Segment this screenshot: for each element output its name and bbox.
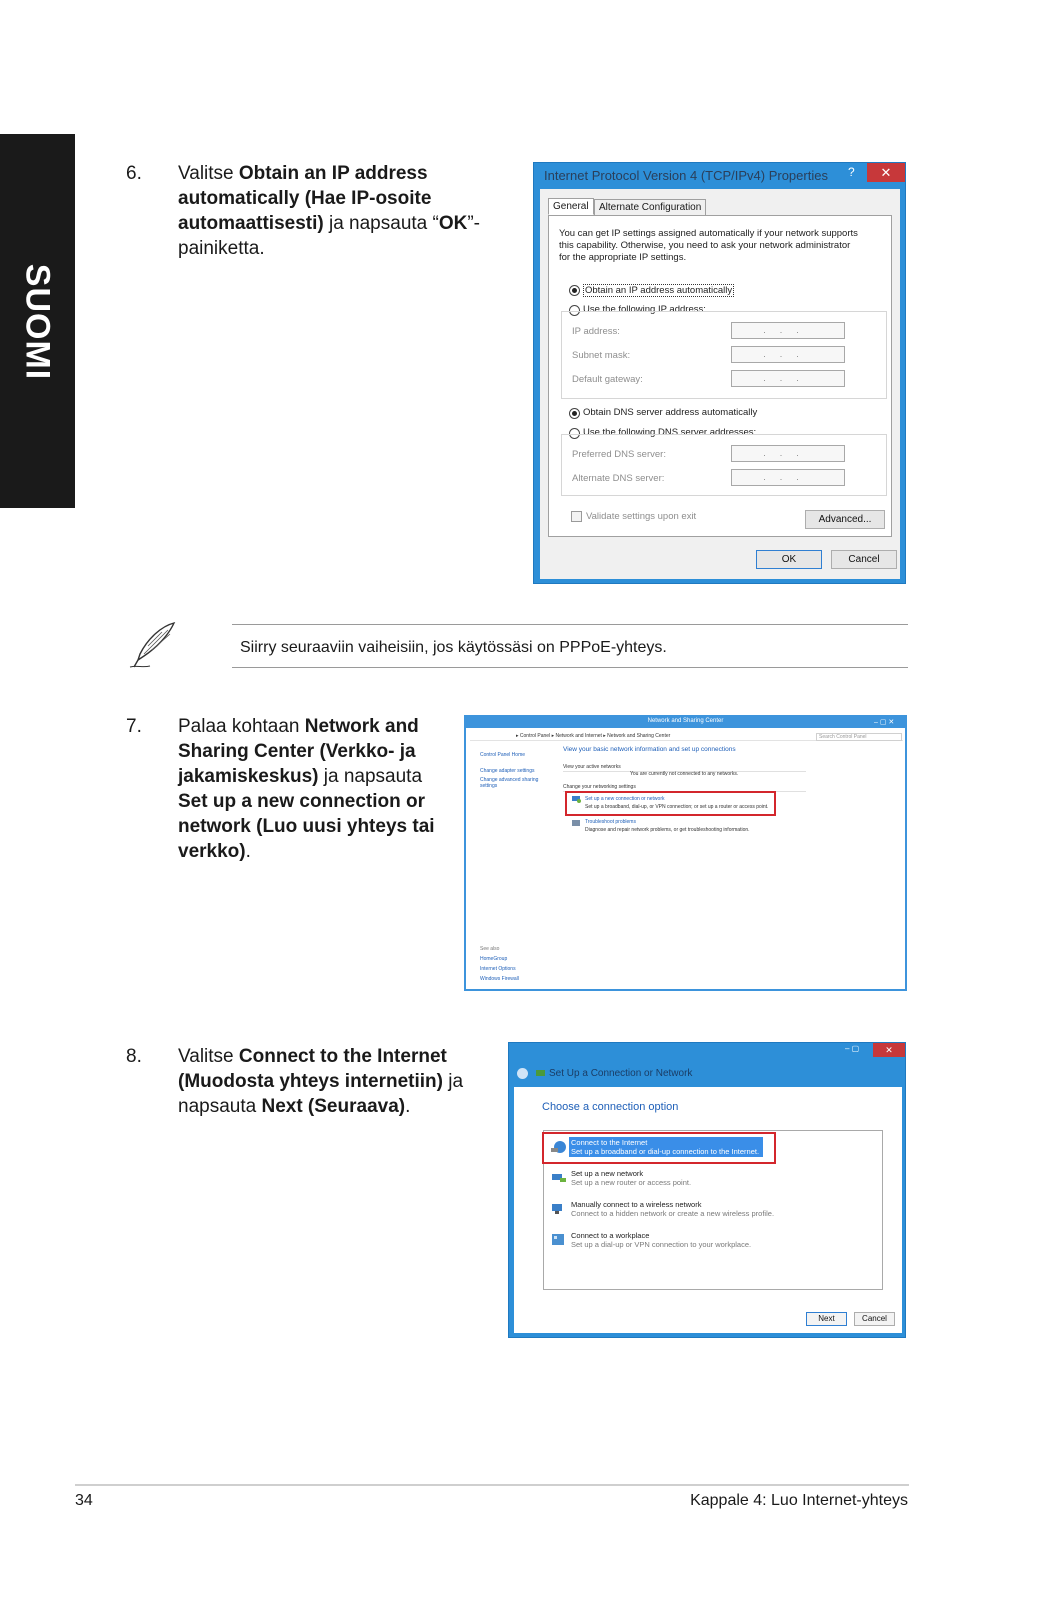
step-8-part: ja napsauta [178, 1071, 464, 1117]
language-side-tab [0, 134, 75, 508]
step-6-bold-ok: OK [438, 213, 468, 234]
chapter-title: Kappale 4: Luo Internet-yhteys [690, 1492, 908, 1509]
active-networks-label: View your active networks [563, 764, 621, 770]
ip-address-label: IP address: [572, 326, 620, 337]
cancel-button[interactable]: Cancel [831, 550, 897, 569]
step-6-part: ”-painiketta. [178, 213, 480, 259]
radio-manual-dns-label[interactable]: Use the following DNS server addresses: [583, 427, 757, 438]
preferred-dns-label: Preferred DNS server: [572, 449, 666, 460]
window-body [514, 1087, 902, 1333]
setup-connection-window [508, 1042, 906, 1338]
step-8-text [178, 1044, 478, 1119]
option-wireless-title[interactable]: Manually connect to a wireless network [571, 1200, 702, 1209]
note-bottom-rule [232, 667, 908, 668]
general-tab-panel [548, 215, 892, 537]
ipv4-properties-dialog [533, 162, 906, 584]
troubleshoot-icon [571, 819, 581, 827]
option-wireless-desc[interactable]: Connect to a hidden network or create a new wireless profile. [571, 1209, 775, 1218]
window-min-max[interactable]: – ▢ [845, 1044, 860, 1053]
network-setup-icon [535, 1068, 546, 1079]
step-7-part: Palaa kohtaan [178, 716, 305, 737]
default-gateway-label: Default gateway: [572, 374, 643, 385]
not-connected-text: You are currently not connected to any networks. [630, 771, 739, 777]
sidebar-item-adapter[interactable]: Change adapter settings [480, 768, 535, 774]
window-controls[interactable]: – ▢ ✕ [874, 719, 895, 726]
troubleshoot-desc: Diagnose and repair network problems, or get troubleshooting information. [585, 827, 750, 833]
radio-auto-dns-label[interactable]: Obtain DNS server address automatically [583, 407, 758, 418]
advanced-button[interactable]: Advanced... [805, 510, 885, 529]
troubleshoot-link[interactable]: Troubleshoot problems [585, 819, 636, 825]
close-icon[interactable]: ✕ [873, 1043, 905, 1057]
step-8-bold: Next (Seuraava) [261, 1096, 406, 1117]
address-bar [470, 731, 903, 741]
step-7-bold: Set up a new connection or network (Luo uusi yhteys tai verkko) [178, 791, 435, 862]
window-titlebar [466, 717, 905, 728]
radio-auto-ip-label[interactable]: Obtain an IP address automatically [585, 285, 733, 296]
step-6-bold: Obtain an IP address automatically (Hae IP-osoite automaattisesti) [178, 163, 432, 234]
step-8-number: 8. [126, 1046, 142, 1067]
see-also-homegroup[interactable]: HomeGroup [480, 956, 508, 962]
setup-connection-desc: Set up a broadband, dial-up, or VPN connection; or set up a router or access point. [585, 804, 769, 810]
see-also-internet-options[interactable]: Internet Options [480, 966, 516, 972]
breadcrumb[interactable]: ▸ Control Panel ▸ Network and Internet ▸ Network and Sharing Center [516, 733, 671, 739]
help-icon[interactable]: ? [848, 165, 855, 179]
radio-auto-dns[interactable] [569, 408, 580, 419]
description-line: for the appropriate IP settings. [559, 252, 687, 263]
dialog-body [540, 189, 900, 579]
alternate-dns-label: Alternate DNS server: [572, 473, 665, 484]
sidebar-item-sharing[interactable]: Change advanced sharing [480, 777, 539, 783]
back-arrow-icon[interactable] [517, 1068, 528, 1079]
radio-manual-ip-label[interactable]: Use the following IP address: [583, 304, 706, 315]
ip-address-field[interactable]: ... [731, 322, 845, 339]
step-7-bold: Network and Sharing Center (Verkko- ja jakamiskeskus) [178, 716, 419, 787]
wireless-network-icon [550, 1201, 568, 1216]
window-title: Network and Sharing Center [647, 718, 724, 724]
subnet-mask-field[interactable]: ... [731, 346, 845, 363]
page-number: 34 [75, 1492, 93, 1509]
step-7-part: ja napsauta [318, 766, 423, 787]
step-7-part: . [245, 841, 251, 862]
step-7-number: 7. [126, 716, 142, 737]
step-6-part: Valitse [178, 163, 239, 184]
next-button[interactable]: Next [806, 1312, 847, 1326]
dialog-title: Internet Protocol Version 4 (TCP/IPv4) Properties [544, 168, 828, 183]
note-top-rule [232, 624, 908, 625]
window-title: Set Up a Connection or Network [549, 1068, 693, 1079]
default-gateway-field[interactable]: ... [731, 370, 845, 387]
step-6-number: 6. [126, 163, 142, 184]
description-line: You can get IP settings assigned automatically if your network supports [559, 228, 858, 239]
setup-connection-link[interactable]: Set up a new connection or network [585, 796, 665, 802]
choose-option-heading: Choose a connection option [542, 1101, 679, 1113]
option-new-network-desc[interactable]: Set up a new router or access point. [571, 1178, 692, 1187]
highlight-box [542, 1132, 776, 1164]
tab-general[interactable]: General [548, 198, 594, 215]
radio-auto-ip[interactable] [569, 285, 580, 296]
step-8-bold: Connect to the Internet (Muodosta yhteys internetiin) [178, 1046, 447, 1092]
option-connect-internet-title[interactable]: Connect to the Internet [571, 1138, 648, 1147]
validate-label: Validate settings upon exit [586, 511, 697, 522]
see-also-firewall[interactable]: Windows Firewall [480, 976, 519, 982]
step-8-part: Valitse [178, 1046, 239, 1067]
preferred-dns-field[interactable]: ... [731, 445, 845, 462]
description-line: this capability. Otherwise, you need to ask your network administrator [559, 240, 851, 251]
language-label: SUOMI [18, 263, 57, 381]
search-input[interactable]: Search Control Panel [816, 733, 902, 741]
validate-checkbox[interactable] [571, 511, 582, 522]
see-also-label: See also [480, 946, 500, 952]
highlight-box [565, 791, 776, 816]
alternate-dns-field[interactable]: ... [731, 469, 845, 486]
network-sharing-center-window [464, 715, 907, 991]
note-text: Siirry seuraaviin vaiheisiin, jos käytössäsi on PPPoE-yhteys. [240, 639, 667, 656]
ok-button[interactable]: OK [756, 550, 822, 569]
step-8-part: . [405, 1096, 411, 1117]
sidebar-item-sharing-cont[interactable]: settings [480, 783, 498, 789]
tab-alternate-configuration[interactable]: Alternate Configuration [594, 199, 706, 216]
option-connect-internet-desc[interactable]: Set up a broadband or dial-up connection to the Internet. [571, 1147, 760, 1156]
sidebar-item-home[interactable]: Control Panel Home [480, 752, 526, 758]
step-6-part: ja napsauta “ [323, 213, 439, 234]
subnet-mask-label: Subnet mask: [572, 350, 631, 361]
option-workplace-title[interactable]: Connect to a workplace [571, 1231, 650, 1240]
workplace-icon [550, 1232, 568, 1247]
feather-pen-icon [128, 620, 180, 670]
change-settings-label: Change your networking settings [563, 784, 636, 790]
close-icon[interactable]: ✕ [867, 163, 905, 182]
option-new-network-title[interactable]: Set up a new network [571, 1169, 644, 1178]
router-icon [550, 1170, 568, 1185]
footer-rule [75, 1484, 909, 1486]
step-7-text [178, 714, 450, 864]
step-6-text [178, 161, 498, 261]
manual-dns-group [561, 434, 887, 496]
cancel-button[interactable]: Cancel [854, 1312, 895, 1326]
option-workplace-desc[interactable]: Set up a dial-up or VPN connection to your workplace. [571, 1240, 752, 1249]
nsc-heading: View your basic network information and set up connections [563, 746, 736, 753]
